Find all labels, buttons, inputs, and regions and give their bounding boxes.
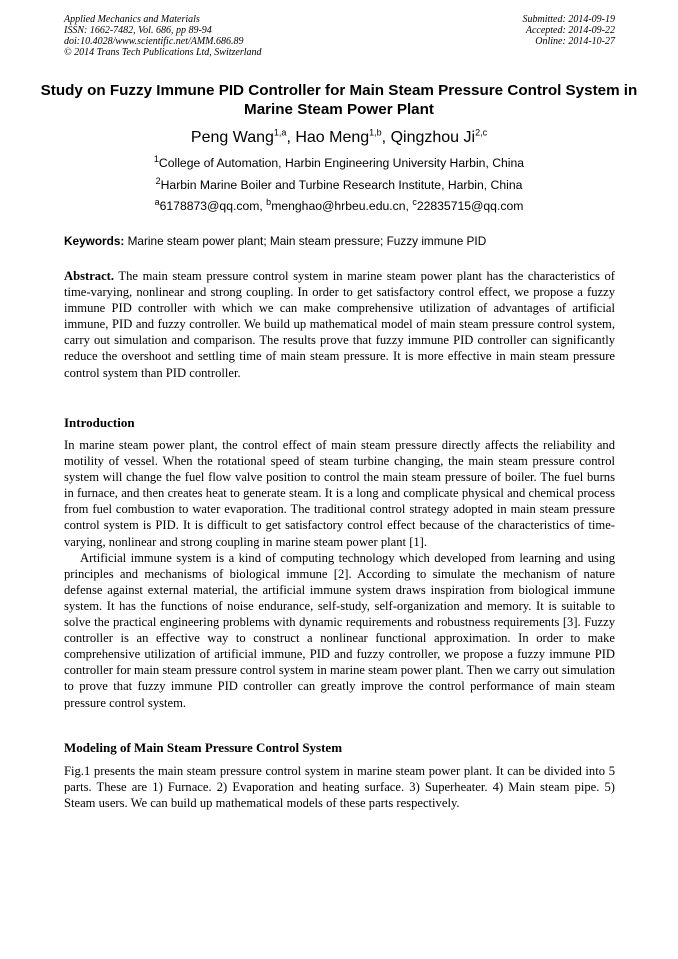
- author-3: Qingzhou Ji: [390, 129, 476, 146]
- affiliation-1-text: College of Automation, Harbin Engineering University Harbin, China: [158, 156, 525, 170]
- author-3-marker: 2,c: [475, 127, 488, 138]
- author-1-marker: 1,a: [273, 127, 287, 138]
- author-separator: ,: [286, 129, 296, 146]
- intro-paragraph-2: Artificial immune system is a kind of computing technology which developed from learning and using principles and mechanisms of biological immune [2]. According to simulate the mechanism of nature defense against external material, the artificial immune system draws inspiration from biological immune system. It has the functions of noise endurance, self-study, self-organization and memory. It is suitable to solve the practical engineering problems with dynamic requirements and robustness requirements [3]. Fuzzy controller is an effective way to construct a nonlinear functional approximation. In order to make comprehensive utilization of artificial immune, PID and fuzzy controller, we propose a fuzzy immune PID controller for main steam pressure control system in marine steam power plant. Then we carry out simulation to prove that fuzzy immune PID controller can greatly improve the control performance of main steam pressure control system.: [64, 550, 615, 710]
- affiliation-1-marker: 1: [153, 153, 159, 164]
- online-date: Online: 2014-10-27: [535, 36, 615, 47]
- affiliation-1: [40, 155, 638, 171]
- author-1: Peng Wang: [190, 129, 274, 146]
- author-list: [40, 128, 638, 148]
- author-2: Hao Meng: [295, 129, 370, 146]
- paper-title: Study on Fuzzy Immune PID Controller for Main Steam Pressure Control System in Marine Steam Power Plant: [40, 82, 638, 118]
- modeling-paragraph-1: Fig.1 presents the main steam pressure control system in marine steam power plant. It can be divided into 5 parts. These are 1) Furnace. 2) Evaporation and heating surface. 3) Superheater. 4) Main steam pipe. 5) Steam users. We can build up mathematical models of these parts respectively.: [64, 764, 615, 811]
- accepted-date: Accepted: 2014-09-22: [525, 25, 615, 36]
- email-c[interactable]: 22835715@qq.com: [416, 199, 524, 213]
- abstract-paragraph: [64, 268, 615, 381]
- author-2-marker: 1,b: [369, 127, 382, 138]
- abstract-label: Abstract.: [64, 269, 115, 283]
- affiliation-2: [40, 177, 638, 193]
- author-emails: [40, 198, 638, 214]
- abstract-text: The main steam pressure control system in marine steam power plant has the characteristics of time-varying, nonlinear and strong coupling. In order to get satisfactory control effect, we propose a fuzzy immune PID controller with which we can make comprehensive utilization of advantages of artificial immune, PID and fuzzy controller. We build up mathematical model of main steam pressure control system, carry out simulation and comparison. The results prove that fuzzy immune PID controller can significantly reduce the overshoot and settling time of main steam pressure. It is more effective in main steam pressure control system than PID controller.: [64, 269, 615, 380]
- keywords-text: Marine steam power plant; Main steam pressure; Fuzzy immune PID: [124, 234, 487, 248]
- affiliation-2-marker: 2: [155, 175, 161, 186]
- email-b-marker: b: [266, 196, 272, 207]
- journal-header-right: [523, 14, 616, 47]
- modeling-body: [64, 763, 615, 811]
- author-separator: ,: [381, 129, 391, 146]
- journal-header-left: [64, 14, 262, 58]
- keywords-line: [64, 234, 624, 249]
- introduction-body: [64, 437, 615, 711]
- doi-line: doi:10.4028/www.scientific.net/AMM.686.89: [64, 36, 244, 47]
- email-a[interactable]: 6178873@qq.com,: [159, 199, 267, 213]
- submitted-date: Submitted: 2014-09-19: [522, 14, 615, 25]
- abstract: [64, 268, 615, 381]
- issn-line: ISSN: 1662-7482, Vol. 686, pp 89-94: [64, 25, 212, 36]
- affiliation-2-text: Harbin Marine Boiler and Turbine Research Institute, Harbin, China: [160, 178, 523, 192]
- keywords-label: Keywords:: [64, 234, 125, 248]
- intro-paragraph-1: In marine steam power plant, the control effect of main steam pressure directly affects the reliability and motility of vessel. When the rotational speed of steam turbine changing, the main steam pressure control system will change the fuel flow valve position to control the main steam pressure of boiler. The fuel burns in furnace, and then creates heat to generate steam. It is a long and complicate physical and chemical process from fuel combustion to water evaporation. The traditional control strategy adopted in main steam pressure control system is PID. It is difficult to get satisfactory control effect because of the characteristics of time-varying, nonlinear and strong coupling in marine steam power plant [1].: [64, 438, 615, 549]
- journal-name: Applied Mechanics and Materials: [64, 14, 200, 25]
- modeling-heading: Modeling of Main Steam Pressure Control System: [64, 740, 343, 755]
- email-b[interactable]: menghao@hrbeu.edu.cn,: [271, 199, 413, 213]
- email-c-marker: c: [412, 196, 417, 207]
- email-a-marker: a: [154, 196, 160, 207]
- copyright-line: © 2014 Trans Tech Publications Ltd, Switzerland: [64, 47, 262, 58]
- introduction-heading: Introduction: [64, 415, 135, 430]
